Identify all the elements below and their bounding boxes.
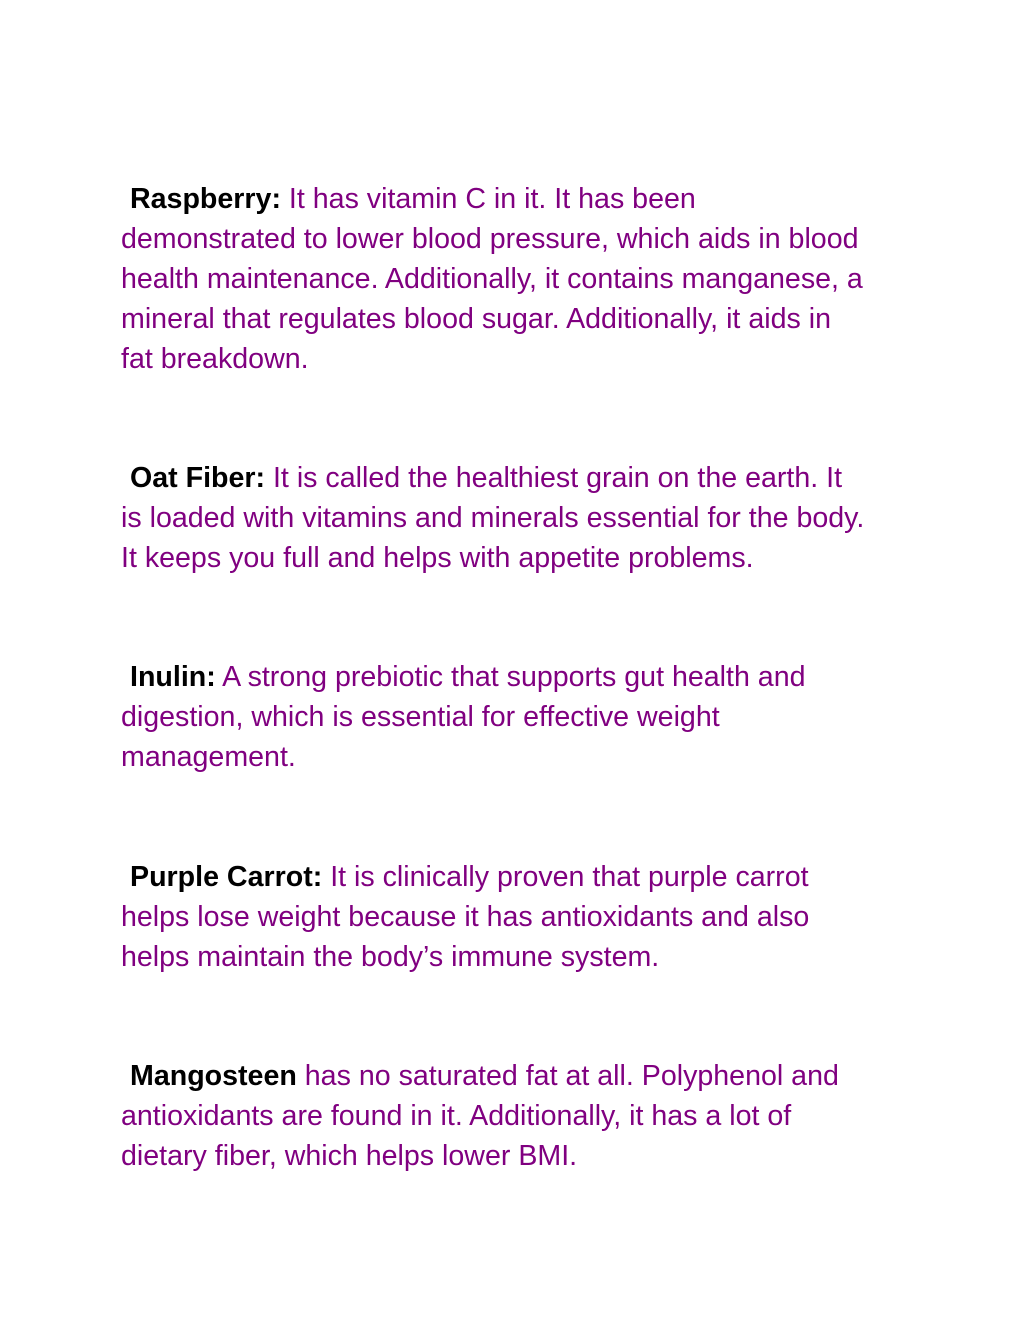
entry-line [121,657,921,697]
entry-oat-fiber [121,458,921,578]
entry-purple-carrot [121,857,921,977]
entry-text: It is called the healthiest grain on the earth. It [265,462,843,494]
entry-line: helps lose weight because it has antioxidants and also [121,901,810,933]
entry-line: mineral that regulates blood sugar. Additionally, it aids in [121,303,831,335]
entry-line [121,1056,921,1096]
entry-line: fat breakdown. [121,343,309,375]
entry-line: helps maintain the body’s immune system. [121,941,660,973]
entry-line: demonstrated to lower blood pressure, which aids in blood [121,223,859,255]
entry-line [121,458,921,498]
entry-line: antioxidants are found in it. Additionally, it has a lot of [121,1100,792,1132]
entry-inulin [121,657,921,777]
entry-line: is loaded with vitamins and minerals essential for the body. [121,502,865,534]
entry-mangosteen [121,1056,921,1176]
entry-term: Raspberry: [130,183,281,215]
entry-text: It has vitamin C in it. It has been [280,183,696,215]
entry-line: It keeps you full and helps with appetite problems. [121,542,754,574]
entry-text: has no saturated fat at all. Polyphenol and [296,1060,839,1092]
entry-term: Purple Carrot: [130,861,323,893]
entry-term: Inulin: [130,661,216,693]
entry-line [121,857,921,897]
entry-text: A strong prebiotic that supports gut health and [215,661,806,693]
entry-term: Mangosteen [130,1060,297,1092]
entry-raspberry [121,179,921,379]
entry-term: Oat Fiber: [130,462,266,494]
entry-line: health maintenance. Additionally, it contains manganese, a [121,263,863,295]
entry-line [121,179,921,219]
entry-line: management. [121,741,296,773]
entry-line: dietary fiber, which helps lower BMI. [121,1140,578,1172]
entry-line: digestion, which is essential for effective weight [121,701,720,733]
entry-text: It is clinically proven that purple carrot [322,861,809,893]
